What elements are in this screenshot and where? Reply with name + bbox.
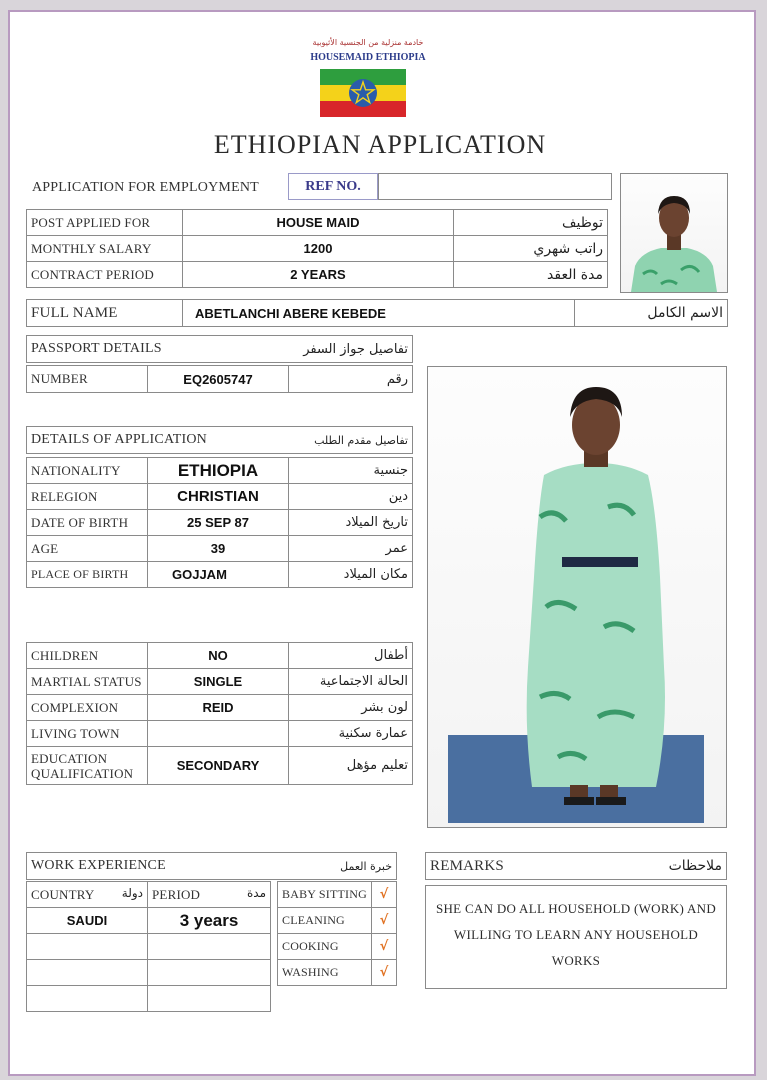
- skill-row: [278, 934, 397, 960]
- personal-field-arabic: لون بشر: [289, 695, 413, 721]
- work-table: [26, 881, 271, 1012]
- details-field-arabic: دين: [289, 484, 413, 510]
- ethiopian-flag: [320, 69, 406, 117]
- details-field-arabic: جنسية: [289, 458, 413, 484]
- portrait-small-image: [621, 174, 727, 292]
- remarks-box: [425, 885, 727, 989]
- agency-name: HOUSEMAID ETHIOPIA: [310, 52, 426, 63]
- details-field-label: DATE OF BIRTH: [27, 510, 148, 536]
- details-row: [27, 536, 413, 562]
- full-name-label-arabic: الاسم الكامل: [575, 300, 728, 327]
- details-field-label: RELEGION: [27, 484, 148, 510]
- applicant-photo-full: [427, 366, 727, 828]
- period-column-header: PERIOD مدة: [148, 882, 271, 908]
- job-label-arabic: توظيف: [454, 210, 608, 236]
- remarks-text: SHE CAN DO ALL HOUSEHOLD (WORK) AND WILLING TO LEARN ANY HOUSEHOLD WORKS: [435, 901, 717, 968]
- skill-row: [278, 882, 397, 908]
- passport-header: [26, 335, 413, 363]
- details-field-label: PLACE OF BIRTH: [27, 562, 148, 588]
- passport-number-value: EQ2605747: [148, 366, 289, 393]
- details-label-arabic: تفاصيل مقدم الطلب: [275, 427, 413, 454]
- flag-emblem-icon: [348, 78, 378, 108]
- job-label-arabic: راتب شهري: [454, 236, 608, 262]
- full-name-value: ABETLANCHI ABERE KEBEDE: [183, 300, 575, 327]
- job-value: 2 YEARS: [183, 262, 454, 288]
- job-label: POST APPLIED FOR: [27, 210, 183, 236]
- personal-field-value: [148, 721, 289, 747]
- skill-check-icon: √: [372, 934, 397, 960]
- skill-check-icon: √: [372, 882, 397, 908]
- job-row: [27, 236, 608, 262]
- passport-label-arabic: تفاصيل جواز السفر: [239, 336, 412, 363]
- details-field-value: GOJJAM: [148, 562, 289, 588]
- job-label-arabic: مدة العقد: [454, 262, 608, 288]
- work-experience-label: WORK EXPERIENCE: [27, 853, 287, 880]
- personal-field-arabic: عمارة سكنية: [289, 721, 413, 747]
- country-column-header: COUNTRY دولة: [27, 882, 148, 908]
- personal-row: [27, 643, 413, 669]
- details-field-value: CHRISTIAN: [148, 484, 289, 510]
- work-row-empty: [27, 960, 271, 986]
- page-title: ETHIOPIAN APPLICATION: [213, 130, 547, 159]
- passport-number-label: NUMBER: [27, 366, 148, 393]
- work-period: 3 years: [148, 908, 271, 934]
- job-value: 1200: [183, 236, 454, 262]
- details-field-arabic: عمر: [289, 536, 413, 562]
- personal-row: [27, 669, 413, 695]
- work-row-empty: [27, 986, 271, 1012]
- details-row: [27, 510, 413, 536]
- applicant-photo-small: [620, 173, 728, 293]
- skill-label: WASHING: [278, 960, 372, 986]
- details-row: [27, 562, 413, 588]
- details-field-label: AGE: [27, 536, 148, 562]
- work-experience-label-arabic: خبرة العمل: [287, 853, 397, 880]
- details-field-arabic: مكان الميلاد: [289, 562, 413, 588]
- personal-field-label: CHILDREN: [27, 643, 148, 669]
- application-label: APPLICATION FOR EMPLOYMENT: [32, 180, 259, 195]
- personal-field-label: MARTIAL STATUS: [27, 669, 148, 695]
- personal-field-value: REID: [148, 695, 289, 721]
- job-label: CONTRACT PERIOD: [27, 262, 183, 288]
- personal-row: [27, 747, 413, 785]
- skill-row: [278, 960, 397, 986]
- personal-row: [27, 721, 413, 747]
- work-row-empty: [27, 934, 271, 960]
- details-table: [26, 457, 413, 588]
- skill-label: BABY SITTING: [278, 882, 372, 908]
- passport-number-table: [26, 365, 413, 393]
- details-field-value: 39: [148, 536, 289, 562]
- ref-no-label: REF NO.: [288, 173, 378, 200]
- skill-row: [278, 908, 397, 934]
- details-row: [27, 458, 413, 484]
- personal-row: [27, 695, 413, 721]
- personal-field-arabic: تعليم مؤهل: [289, 747, 413, 785]
- personal-table: [26, 642, 413, 785]
- details-header: [26, 426, 413, 454]
- application-sheet: [8, 10, 756, 1076]
- details-label: DETAILS OF APPLICATION: [27, 427, 275, 454]
- remarks-label-arabic: ملاحظات: [597, 853, 726, 880]
- full-name-label: FULL NAME: [27, 300, 183, 327]
- personal-field-value: SINGLE: [148, 669, 289, 695]
- passport-label: PASSPORT DETAILS: [27, 336, 240, 363]
- personal-field-value: NO: [148, 643, 289, 669]
- personal-field-arabic: الحالة الاجتماعية: [289, 669, 413, 695]
- skill-label: CLEANING: [278, 908, 372, 934]
- remarks-label: REMARKS: [426, 853, 598, 880]
- arabic-tagline: خادمة منزلية من الجنسية الأثيوبية: [312, 38, 424, 47]
- remarks-header: [425, 852, 727, 880]
- skill-check-icon: √: [372, 908, 397, 934]
- details-row: [27, 484, 413, 510]
- personal-field-label: EDUCATION QUALIFICATION: [27, 747, 148, 785]
- details-field-value: ETHIOPIA: [148, 458, 289, 484]
- job-value: HOUSE MAID: [183, 210, 454, 236]
- work-row: [27, 908, 271, 934]
- job-label: MONTHLY SALARY: [27, 236, 183, 262]
- details-field-value: 25 SEP 87: [148, 510, 289, 536]
- passport-number-label-arabic: رقم: [289, 366, 413, 393]
- ref-no-field[interactable]: [378, 173, 612, 200]
- personal-field-value: SECONDARY: [148, 747, 289, 785]
- personal-field-arabic: أطفال: [289, 643, 413, 669]
- skills-table: [277, 881, 397, 986]
- skill-label: COOKING: [278, 934, 372, 960]
- job-row: [27, 210, 608, 236]
- personal-field-label: LIVING TOWN: [27, 721, 148, 747]
- work-header: [26, 852, 397, 880]
- skill-check-icon: √: [372, 960, 397, 986]
- job-row: [27, 262, 608, 288]
- full-name-table: [26, 299, 728, 327]
- job-table: [26, 209, 608, 288]
- personal-field-label: COMPLEXION: [27, 695, 148, 721]
- details-field-arabic: تاريخ الميلاد: [289, 510, 413, 536]
- details-field-label: NATIONALITY: [27, 458, 148, 484]
- portrait-full-image: [428, 367, 726, 827]
- work-country: SAUDI: [27, 908, 148, 934]
